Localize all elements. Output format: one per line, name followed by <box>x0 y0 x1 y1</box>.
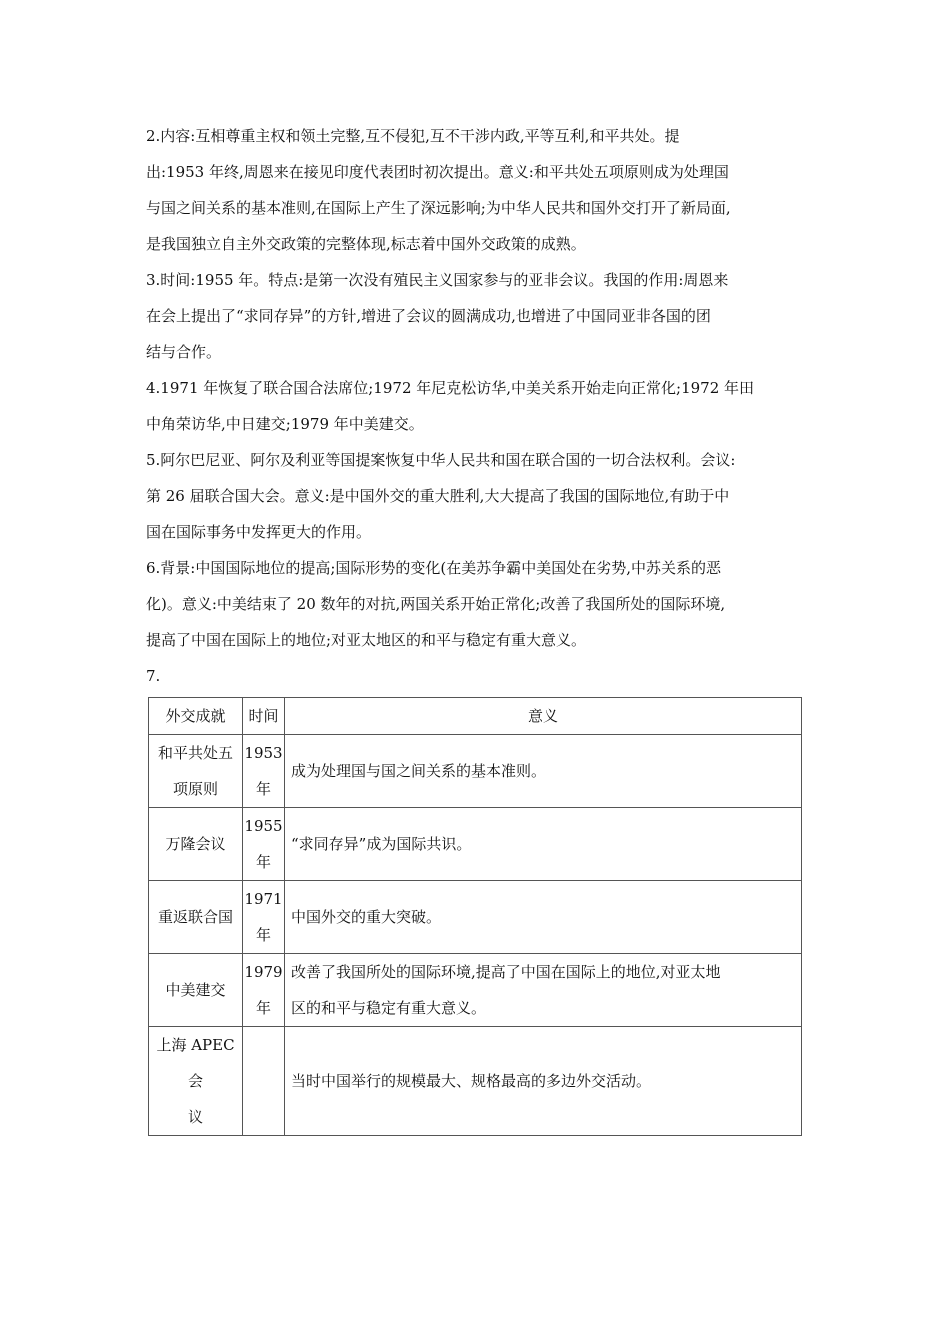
achievement-cell <box>149 881 243 954</box>
year-text: 1953 <box>244 744 283 762</box>
achievement-text: 上海 APEC 会 <box>156 1036 235 1090</box>
table-row <box>149 1027 802 1136</box>
table-row <box>149 808 802 881</box>
year-cell <box>243 881 285 954</box>
meaning-text: 当时中国举行的规模最大、规格最高的多边外交活动。 <box>291 1072 652 1090</box>
year-text: 1955 <box>244 817 283 835</box>
text-line: 2.内容:互相尊重主权和领土完整,互不侵犯,互不干涉内政,平等互利,和平共处。提 <box>146 127 680 145</box>
meaning-cell <box>285 735 802 808</box>
achievement-cell <box>149 808 243 881</box>
meaning-cell <box>285 808 802 881</box>
year-text: 年 <box>255 926 271 944</box>
header-achievement: 外交成就 <box>149 698 243 735</box>
text-line: 化)。意义:中美结束了 20 数年的对抗,两国关系开始正常化;改善了我国所处的国际环境, <box>146 595 726 613</box>
meaning-cell <box>285 1027 802 1136</box>
year-cell <box>243 954 285 1027</box>
text-line: 5.阿尔巴尼亚、阿尔及利亚等国提案恢复中华人民共和国在联合国的一切合法权利。会议: <box>146 451 736 469</box>
text-line: 第 26 届联合国大会。意义:是中国外交的重大胜利,大大提高了我国的国际地位,有助于中 <box>146 487 730 505</box>
year-cell <box>243 808 285 881</box>
achievement-cell <box>149 1027 243 1136</box>
header-time: 时间 <box>243 698 285 735</box>
achievement-text: 中美建交 <box>165 981 226 999</box>
text-line: 出:1953 年终,周恩来在接见印度代表团时初次提出。意义:和平共处五项原则成为处理国 <box>146 163 729 181</box>
text-line: 与国之间关系的基本准则,在国际上产生了深远影响;为中华人民共和国外交打开了新局面, <box>146 199 731 217</box>
table-row <box>149 735 802 808</box>
achievement-text: 万隆会议 <box>165 835 226 853</box>
year-text: 年 <box>255 999 271 1017</box>
meaning-cell <box>285 954 802 1027</box>
text-line: 6.背景:中国国际地位的提高;国际形势的变化(在美苏争霸中美国处在劣势,中苏关系的恶 <box>146 559 722 577</box>
meaning-text: “求同存异”成为国际共识。 <box>291 835 472 853</box>
meaning-text: 中国外交的重大突破。 <box>291 908 442 926</box>
header-meaning: 意义 <box>285 698 802 735</box>
achievement-text: 项原则 <box>172 780 218 798</box>
meaning-text: 成为处理国与国之间关系的基本准则。 <box>291 762 547 780</box>
year-text: 年 <box>255 780 271 798</box>
text-line: 结与合作。 <box>146 343 222 361</box>
diplomacy-table <box>148 697 802 1136</box>
year-cell <box>243 735 285 808</box>
year-cell <box>243 1027 285 1136</box>
table-row <box>149 954 802 1027</box>
meaning-text: 区的和平与稳定有重大意义。 <box>291 999 487 1017</box>
text-line: 中角荣访华,中日建交;1979 年中美建交。 <box>146 415 424 433</box>
meaning-text: 改善了我国所处的国际环境,提高了中国在国际上的地位,对亚太地 <box>291 963 721 981</box>
year-text: 年 <box>255 853 271 871</box>
achievement-cell <box>149 954 243 1027</box>
table-header-row <box>149 698 802 735</box>
question-number: 7. <box>146 667 161 685</box>
text-line: 提高了中国在国际上的地位;对亚太地区的和平与稳定有重大意义。 <box>146 631 587 649</box>
achievement-text: 重返联合国 <box>157 908 233 926</box>
meaning-cell <box>285 881 802 954</box>
text-line: 3.时间:1955 年。特点:是第一次没有殖民主义国家参与的亚非会议。我国的作用:周恩来 <box>146 271 729 289</box>
text-line: 4.1971 年恢复了联合国合法席位;1972 年尼克松访华,中美关系开始走向正常化;1972 年田 <box>146 379 755 397</box>
achievement-text: 议 <box>187 1108 203 1126</box>
achievement-cell <box>149 735 243 808</box>
text-line: 在会上提出了“求同存异”的方针,增进了会议的圆满成功,也增进了中国同亚非各国的团 <box>146 307 711 325</box>
year-text: 1979 <box>244 963 283 981</box>
text-line: 是我国独立自主外交政策的完整体现,标志着中国外交政策的成熟。 <box>146 235 586 253</box>
text-line: 国在国际事务中发挥更大的作用。 <box>146 523 372 541</box>
achievement-text: 和平共处五 <box>157 744 233 762</box>
table-row <box>149 881 802 954</box>
year-text: 1971 <box>244 890 283 908</box>
